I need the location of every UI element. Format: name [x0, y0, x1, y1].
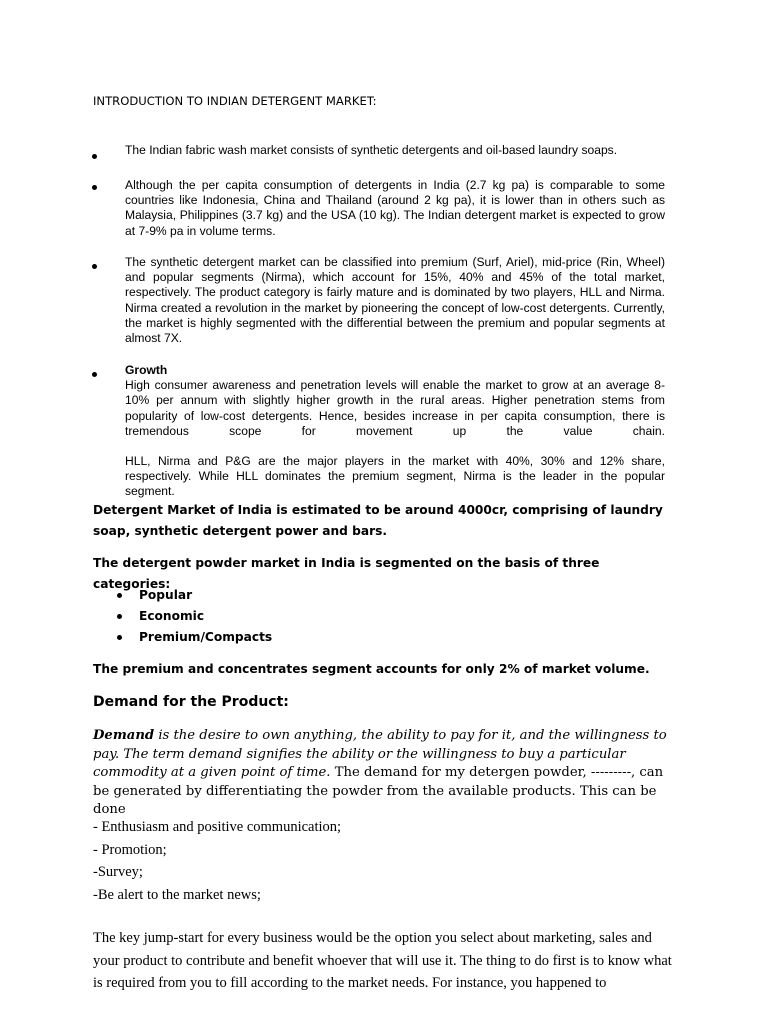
bullet-dot-icon [117, 635, 122, 640]
category-item [118, 627, 272, 648]
closing-paragraph: The key jump-start for every business would be the option you select about marketing, sales and your product to contribute and benefit whoever that will use it. The thing to do first is to know what is required from you to fill according to the market needs. For instance, you happened to [93, 930, 672, 991]
growth-paragraph: High consumer awareness and penetration levels will enable the market to grow at an average 8-10% per annum with slightly higher growth in the rural areas. Higher penetration stems from popularity of low-cost detergents. Hence, besides increase in per capita consumption, there is tremendous scope for movement up the value chain. [125, 378, 665, 438]
segmentation-intro: The detergent powder market in India is segmented on the basis of three categories: [93, 556, 600, 591]
page-title: INTRODUCTION TO INDIAN DETERGENT MARKET: [93, 94, 377, 108]
bullet-dot-icon [117, 593, 122, 598]
demand-heading: Demand for the Product: [93, 694, 289, 710]
method-item: - Enthusiasm and positive communication; [93, 819, 342, 835]
bullet-text: Although the per capita consumption of detergents in India (2.7 kg pa) is comparable to some countries like Indonesia, China and Thailand (around 2 kg pa), it is lower than in others such as Malaysia, Philippines (3.7 kg) and the USA (10 kg). The Indian detergent market is expected to grow at 7-9% pa in volume terms. [125, 178, 665, 238]
bullet-dot-icon [92, 372, 97, 377]
category-item [118, 585, 272, 606]
category-list [118, 585, 272, 648]
category-label: Premium/Compacts [139, 630, 273, 644]
premium-share-note: The premium and concentrates segment accounts for only 2% of market volume. [93, 662, 650, 676]
method-item: -Be alert to the market news; [93, 886, 261, 903]
players-paragraph: HLL, Nirma and P&G are the major players in the market with 40%, 30% and 12% share, respectively. While HLL dominates the premium segment, Nirma is the leader in the popular segment. [125, 454, 665, 499]
bullet-dot-icon [92, 185, 97, 190]
method-list [93, 816, 341, 906]
method-item: - Promotion; [93, 841, 167, 858]
category-label: Economic [139, 609, 205, 623]
demand-term: Demand [93, 728, 155, 743]
bullet-dot-icon [92, 154, 97, 159]
market-estimate: Detergent Market of India is estimated to be around 4000cr, comprising of laundry soap, synthetic detergent power and bars. [93, 503, 663, 538]
category-item [118, 606, 272, 627]
category-label: Popular [139, 588, 193, 602]
growth-section [125, 363, 665, 500]
demand-definition: is the desire to own anything, the ability to pay for it, and the willingness to pay. The term demand signifies the ability or the willingness to buy a particular commodity at a given point of time. [93, 728, 667, 780]
bullet-dot-icon [92, 264, 97, 269]
bullet-text: The synthetic detergent market can be classified into premium (Surf, Ariel), mid-price (Rin, Wheel) and popular segments (Nirma), which account for 15%, 40% and 45% of the total market, respectively. The product category is fairly mature and is dominated by two players, HLL and Nirma. Nirma created a revolution in the market by pioneering the concept of low-cost detergents. Currently, the market is highly segmented with the differential between the premium and popular segments at almost 7X. [125, 255, 665, 346]
demand-paragraph [93, 727, 668, 820]
bullet-text: The Indian fabric wash market consists of synthetic detergents and oil-based laundry soaps. [125, 143, 618, 157]
method-item: -Survey; [93, 864, 143, 880]
demand-body: The demand for my detergen powder, ---------, can be generated by differentiating the powder from the available products. This can be done [93, 765, 664, 817]
bullet-dot-icon [117, 614, 122, 619]
growth-title: Growth [125, 363, 168, 377]
